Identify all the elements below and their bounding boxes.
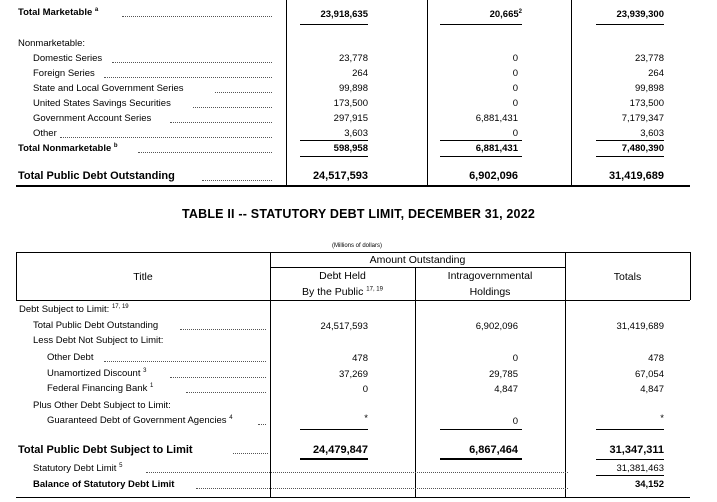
total-subject-dh: 24,479,847 <box>312 444 368 456</box>
domestic-dh: 23,778 <box>338 53 368 64</box>
total-nonmarketable-dh: 598,958 <box>333 143 368 154</box>
less-debt-label: Less Debt Not Subject to Limit: <box>33 335 164 346</box>
total-outstanding-dh: 24,517,593 <box>312 170 368 182</box>
total-marketable-label: Total Marketable $^a$ <box>18 6 99 18</box>
dot-leader <box>170 368 266 378</box>
domestic-tot: 23,778 <box>634 53 664 64</box>
state-local-label: State and Local Government Series <box>33 83 184 94</box>
t1-rule <box>596 24 664 25</box>
header-amount-outstanding: Amount Outstanding <box>369 254 466 266</box>
dot-leader <box>146 463 568 473</box>
debt-subject-label: Debt Subject to Limit: $^{17, 19}$ <box>19 303 129 315</box>
foreign-series-label: Foreign Series <box>33 68 95 79</box>
foreign-ig: 0 <box>512 68 518 79</box>
balance-tot: 34,152 <box>634 479 664 490</box>
dot-leader <box>104 68 272 78</box>
t2-total-outstanding-ig: 6,902,096 <box>475 321 518 332</box>
total-nonmarketable-tot: 7,480,390 <box>621 143 664 154</box>
t1-rule <box>596 140 664 141</box>
t1-rule <box>300 156 368 157</box>
savings-label: United States Savings Securities <box>33 98 171 109</box>
t1-rule <box>440 24 522 25</box>
header-debt-held-2: By the Public $^{17, 19}$ <box>302 286 383 298</box>
guaranteed-tot: * <box>660 413 664 424</box>
t2-header-bottom-rule <box>16 300 690 301</box>
total-marketable-ig: 20,665$^2$ <box>489 8 522 20</box>
domestic-ig: 0 <box>512 53 518 64</box>
t1-rule <box>596 156 664 157</box>
t2-rule <box>300 458 368 460</box>
other-debt-label: Other Debt <box>47 352 94 363</box>
unamortized-dh: 37,269 <box>338 369 368 380</box>
table2-title: TABLE II -- STATUTORY DEBT LIMIT, DECEMBER 31, 2022 <box>181 207 536 221</box>
state-local-tot: 99,898 <box>634 83 664 94</box>
gov-account-tot: 7,179,347 <box>621 113 664 124</box>
t1-col-rule-1 <box>286 0 287 186</box>
t2-total-outstanding-tot: 31,419,689 <box>616 321 664 332</box>
header-totals: Totals <box>613 271 642 283</box>
dot-leader <box>233 444 268 454</box>
units-note: (Millions of dollars) <box>331 243 382 249</box>
savings-tot: 173,500 <box>629 98 664 109</box>
header-title: Title <box>133 271 153 283</box>
other-debt-ig: 0 <box>512 353 518 364</box>
t2-rule <box>596 475 664 476</box>
total-nonmarketable-label: Total Nonmarketable $^b$ <box>18 142 118 154</box>
t2-total-outstanding-dh: 24,517,593 <box>320 321 368 332</box>
dot-leader <box>104 352 266 362</box>
t2-right-rule <box>690 252 691 300</box>
dot-leader <box>258 415 266 425</box>
guaranteed-ig: 0 <box>512 416 518 427</box>
t1-rule <box>440 140 522 141</box>
state-local-dh: 99,898 <box>338 83 368 94</box>
header-intra-1: Intragovernmental <box>447 270 533 282</box>
other-ig: 0 <box>512 128 518 139</box>
statutory-limit-label: Statutory Debt Limit $^5$ <box>33 462 123 474</box>
gov-account-dh: 297,915 <box>333 113 368 124</box>
guaranteed-label: Guaranteed Debt of Government Agencies $^4$ <box>47 414 233 426</box>
dot-leader <box>180 320 266 330</box>
header-intra-2: Holdings <box>469 286 511 298</box>
total-marketable-tot: 23,939,300 <box>616 9 664 20</box>
total-outstanding-ig: 6,902,096 <box>469 170 518 182</box>
savings-ig: 0 <box>512 98 518 109</box>
domestic-series-label: Domestic Series <box>33 53 103 64</box>
ffb-tot: 4,847 <box>640 384 664 395</box>
balance-label: Balance of Statutory Debt Limit <box>33 479 175 490</box>
ffb-dh: 0 <box>362 384 368 395</box>
gov-account-ig: 6,881,431 <box>475 113 518 124</box>
t2-sub-rule <box>270 267 565 268</box>
total-subject-ig: 6,867,464 <box>469 444 518 456</box>
unamortized-ig: 29,785 <box>488 369 518 380</box>
dot-leader <box>202 171 272 181</box>
t1-col-rule-2 <box>427 0 428 186</box>
dot-leader <box>196 479 568 489</box>
dot-leader <box>122 7 272 17</box>
other-tot: 3,603 <box>640 128 664 139</box>
plus-other-label: Plus Other Debt Subject to Limit: <box>33 400 171 411</box>
total-public-debt-outstanding-label: Total Public Debt Outstanding <box>18 170 175 182</box>
dot-leader <box>60 128 272 138</box>
dot-leader <box>138 143 272 153</box>
t1-bottom-rule <box>16 185 690 187</box>
statutory-limit-tot: 31,381,463 <box>616 463 664 474</box>
nonmarketable-label: Nonmarketable: <box>18 38 86 49</box>
header-debt-held-1: Debt Held <box>319 270 366 282</box>
t1-rule <box>300 24 368 25</box>
gov-account-label: Government Account Series <box>33 113 152 124</box>
dot-leader <box>215 83 272 93</box>
ffb-ig: 4,847 <box>494 384 518 395</box>
other-debt-tot: 478 <box>648 353 664 364</box>
t2-rule <box>596 459 664 460</box>
dot-leader <box>186 383 266 393</box>
t1-rule <box>300 140 368 141</box>
t2-rule <box>440 458 522 460</box>
total-marketable-dh: 23,918,635 <box>320 9 368 20</box>
dot-leader <box>112 53 272 63</box>
unamortized-tot: 67,054 <box>634 369 664 380</box>
t2-rule <box>440 429 522 430</box>
total-subject-label: Total Public Debt Subject to Limit <box>18 444 193 456</box>
ffb-label: Federal Financing Bank $^1$ <box>47 382 154 394</box>
dot-leader <box>193 98 272 108</box>
other-label: Other <box>33 128 57 139</box>
savings-dh: 173,500 <box>333 98 368 109</box>
t2-rule <box>300 429 368 430</box>
other-dh: 3,603 <box>344 128 368 139</box>
unamortized-label: Unamortized Discount $^3$ <box>47 367 147 379</box>
state-local-ig: 0 <box>512 83 518 94</box>
t2-rule <box>596 429 664 430</box>
foreign-dh: 264 <box>352 68 368 79</box>
t2-total-outstanding-label: Total Public Debt Outstanding <box>33 320 159 331</box>
t2-col-rule-totals <box>565 252 566 498</box>
total-nonmarketable-ig: 6,881,431 <box>475 143 518 154</box>
t2-bottom-rule <box>16 497 690 498</box>
other-debt-dh: 478 <box>352 353 368 364</box>
dot-leader <box>170 113 272 123</box>
total-outstanding-tot: 31,419,689 <box>608 170 664 182</box>
t1-col-rule-3 <box>571 0 572 186</box>
total-subject-tot: 31,347,311 <box>609 444 664 456</box>
t1-rule <box>440 156 522 157</box>
guaranteed-dh: * <box>364 413 368 424</box>
foreign-tot: 264 <box>648 68 664 79</box>
